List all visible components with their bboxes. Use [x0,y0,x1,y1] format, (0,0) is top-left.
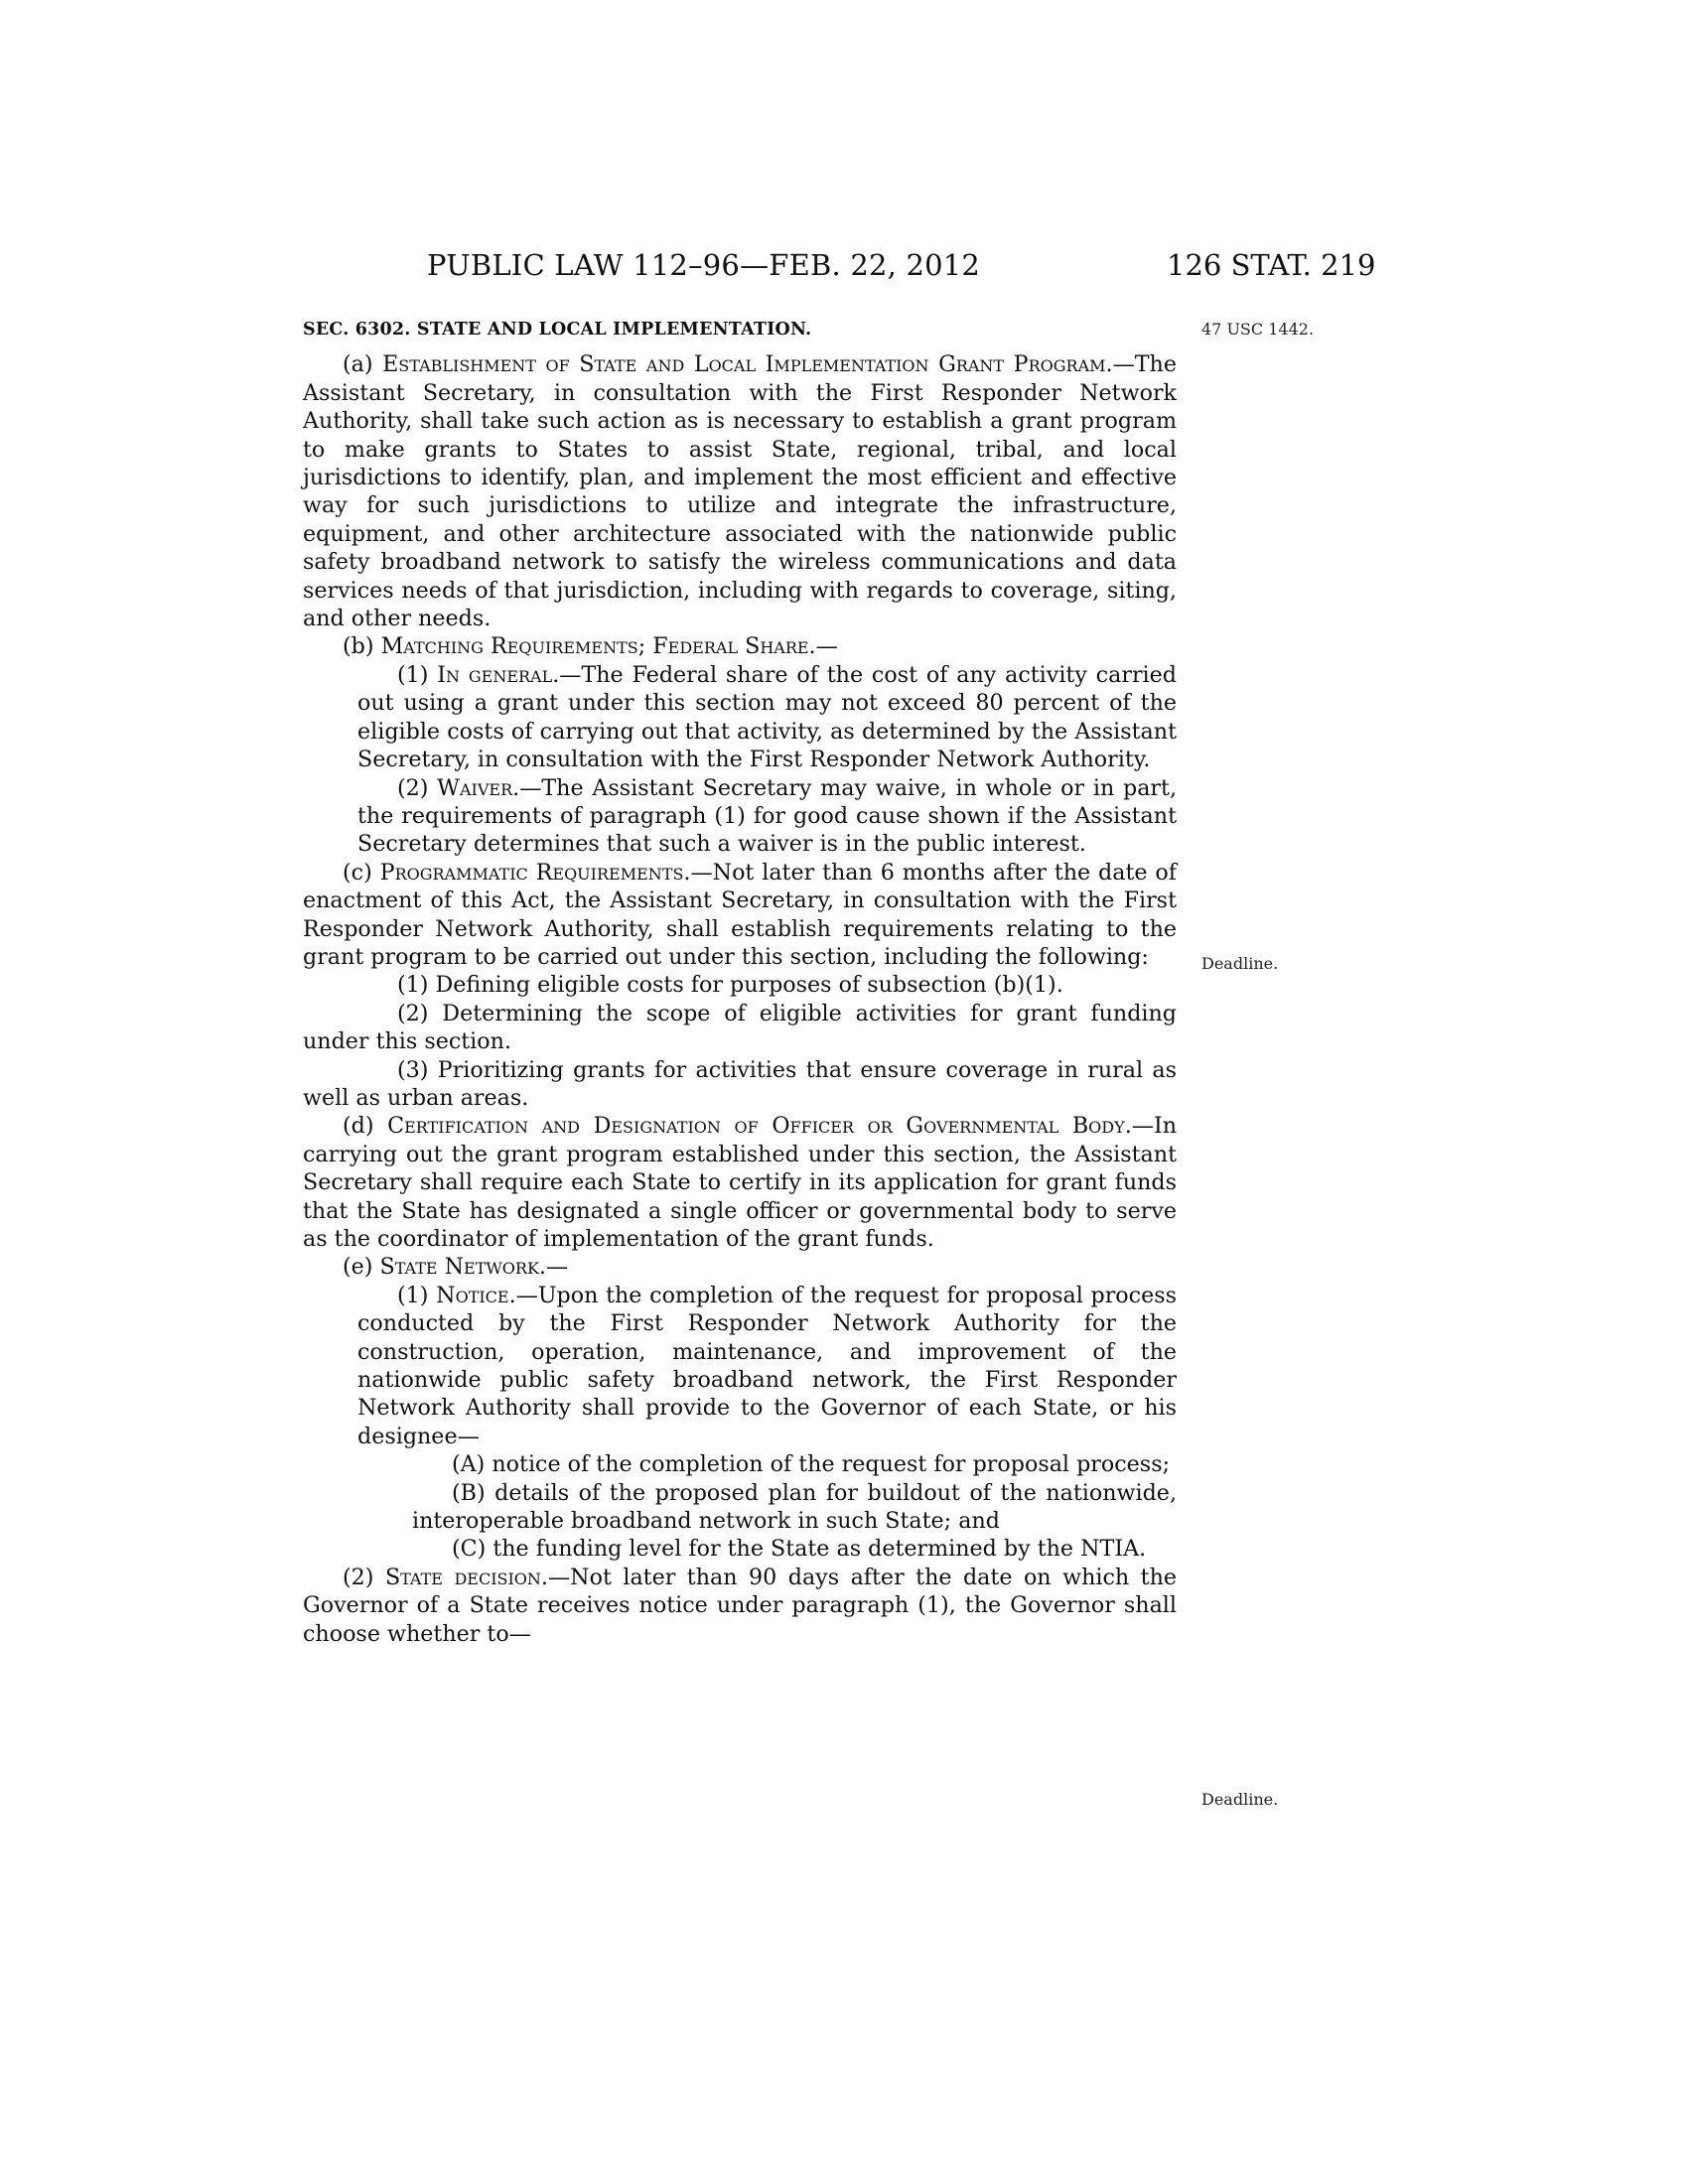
subsection-c: (c) Programmatic Requirements.—Not later than 6 months after the date of enactment of this Act, the Assistant Secretary, in consultation with the First Responder Network Authority, shall establish requirements relating to the grant program to be carried out under this section, including the following: [303,859,1177,970]
subsection-heading: Establishment of State and Local Implementation Grant Program. [382,351,1113,378]
paragraph-heading: State decision. [384,1564,548,1590]
paragraph-c3: (3) Prioritizing grants for activities that ensure coverage in rural as well as urban areas. [303,1056,1177,1111]
subsection-b: (b) Matching Requirements; Federal Share.— [343,633,838,660]
deadline-margin-note: Deadline. [1201,954,1279,973]
running-head: PUBLIC LAW 112–96—FEB. 22, 2012 [427,248,981,282]
subsection-e: (e) State Network.— [343,1254,569,1281]
subsection-a: (a) Establishment of State and Local Implementation Grant Program.—The Assistant Secretary, in consultation with the First Responder Network Authority, shall take such action as is necessary to establish a grant program to make grants to States to assist State, regional, tribal, and local jurisdictions to identify, plan, and implement the most efficient and effective way for such jurisdictions to utilize and integrate the infrastructure, equipment, and other architecture associated with the nationwide public safety broadband network to satisfy the wireless communications and data services needs of that jurisdiction, including with regards to coverage, siting, and other needs. [303,351,1177,632]
subsection-heading: Programmatic Requirements. [379,859,691,886]
section-body [303,316,1177,1648]
paragraph-e2: (2) State decision.—Not later than 90 days after the date on which the Governor of a State receives notice under paragraph (1), the Governor shall choose whether to— [303,1564,1177,1647]
paragraph-heading: Notice. [436,1282,516,1308]
paragraph-b1: (1) In general.—The Federal share of the cost of any activity carried out using a grant under this section may not exceed 80 percent of the eligible costs of carrying out that activity, as determined by the Assistant Secretary, in consultation with the First Responder Network Authority. [357,661,1177,773]
statute-page-cite: 126 STAT. 219 [1167,248,1376,282]
subparagraph-e1A: (A) notice of the completion of the request for proposal process; [452,1451,1171,1478]
paragraph-c1: (1) Defining eligible costs for purposes of subsection (b)(1). [397,972,1063,999]
subsection-heading: Certification and Designation of Officer or Governmental Body. [387,1113,1132,1140]
usc-margin-note: 47 USC 1442. [1201,320,1315,339]
subparagraph-e1B: (B) details of the proposed plan for buildout of the nationwide, interoperable broadband network in such State; and [412,1479,1177,1535]
paragraph-c2: (2) Determining the scope of eligible activities for grant funding under this section. [303,1000,1177,1055]
subsection-d: (d) Certification and Designation of Officer or Governmental Body.—In carrying out the grant program established under this section, the Assistant Secretary shall require each State to certify in its application for grant funds that the State has designated a single officer or governmental body to serve as the coordinator of implementation of the grant funds. [303,1113,1177,1252]
subsection-heading: State Network. [379,1254,546,1281]
paragraph-e1: (1) Notice.—Upon the completion of the request for proposal process conducted by the First Responder Network Authority for the construction, operation, maintenance, and improvement of the nationwide public safety broadband network, the First Responder Network Authority shall provide to the Governor of each State, or his designee— [357,1282,1177,1449]
subparagraph-e1C: (C) the funding level for the State as determined by the NTIA. [452,1536,1147,1563]
section-heading: SEC. 6302. STATE AND LOCAL IMPLEMENTATION. [303,320,812,340]
subsection-heading: Matching Requirements; Federal Share. [380,633,816,660]
paragraph-heading: In general. [437,661,560,688]
paragraph-heading: Waiver. [437,774,520,801]
deadline-margin-note: Deadline. [1201,1790,1279,1809]
paragraph-b2: (2) Waiver.—The Assistant Secretary may waive, in whole or in part, the requirements of paragraph (1) for good cause shown if the Assistant Secretary determines that such a waiver is in the public interest. [357,774,1177,858]
